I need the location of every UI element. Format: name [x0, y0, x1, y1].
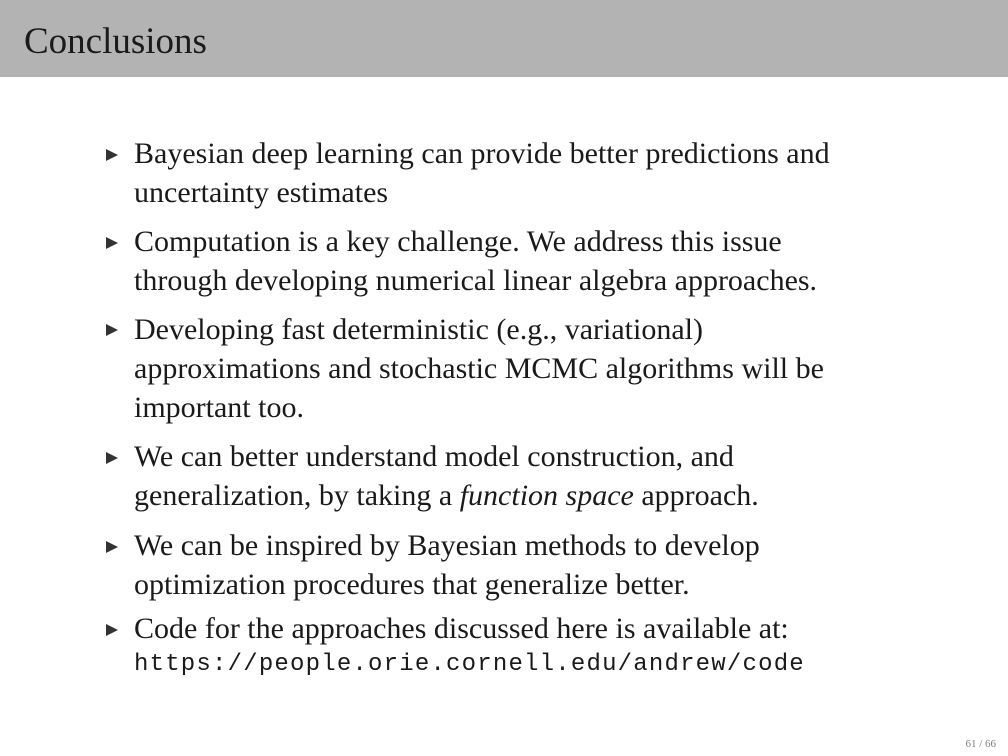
triangle-right-icon [106, 452, 118, 464]
bullet-text [134, 526, 934, 604]
triangle-right-icon [106, 149, 118, 161]
bullet-line: Developing fast deterministic (e.g., variational) [134, 313, 703, 346]
bullet-text [134, 609, 934, 680]
bullet-line-text: approach. [633, 479, 759, 512]
bullet-line: Computation is a key challenge. We address this issue [134, 225, 782, 258]
bullet-line: approximations and stochastic MCMC algorithms will be [134, 352, 824, 385]
bullet-line: Bayesian deep learning can provide better predictions and [134, 137, 830, 170]
emphasized-text: function space [459, 479, 634, 512]
bullet-line: important too. [134, 391, 304, 424]
bullet-text [134, 437, 934, 515]
triangle-right-icon [106, 324, 118, 336]
bullet-line [134, 476, 934, 515]
bullet-line: through developing numerical linear algebra approaches. [134, 264, 818, 297]
bullet-line: Code for the approaches discussed here is available at: [134, 612, 789, 645]
bullet-line: uncertainty estimates [134, 176, 389, 209]
triangle-right-icon [106, 541, 118, 553]
triangle-right-icon [106, 237, 118, 249]
bullet-text [134, 134, 934, 212]
code-url[interactable]: https://people.orie.cornell.edu/andrew/code [134, 651, 805, 678]
bullet-line-text: generalization, by taking a [134, 479, 460, 512]
bullet-text [134, 310, 934, 427]
page-number: 61 / 66 [965, 738, 996, 750]
bullet-line: We can be inspired by Bayesian methods to develop [134, 529, 760, 562]
slide-title: Conclusions [24, 21, 207, 62]
bullet-line: We can better understand model construction, and [134, 440, 734, 473]
bullet-line: optimization procedures that generalize better. [134, 568, 690, 601]
bullet-text [134, 222, 934, 300]
triangle-right-icon [106, 624, 118, 636]
